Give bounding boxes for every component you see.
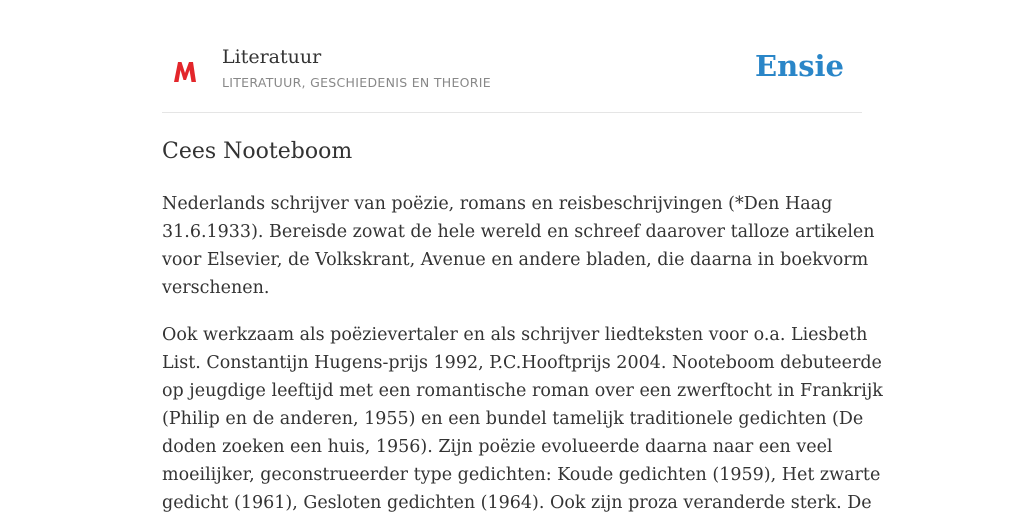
text-line: 31.6.1933). Bereisde zowat de hele wereld en schreef daarover talloze artikelen — [162, 222, 875, 242]
article — [162, 136, 883, 512]
text-line: Nederlands schrijver van poëzie, romans en reisbeschrijvingen (*Den Haag — [162, 194, 833, 214]
text-line: doden zoeken een huis, 1956). Zijn poëzie evolueerde daarna naar een veel — [162, 437, 833, 457]
text-line: verschenen. — [162, 278, 270, 298]
site-header — [162, 38, 862, 113]
text-line: gedicht (1961), Gesloten gedichten (1964). Ook zijn proza veranderde sterk. De — [162, 493, 872, 512]
brand-logo[interactable]: Ensie — [755, 49, 844, 83]
text-line: moeilijker, geconstrueerder type gedichten: Koude gedichten (1959), Het zwarte — [162, 465, 881, 485]
section-title[interactable]: Literatuur — [222, 46, 322, 68]
article-paragraph — [162, 190, 875, 302]
ensie-m-icon — [172, 58, 198, 84]
text-line: List. Constantijn Hugens-prijs 1992, P.C.Hooftprijs 2004. Nooteboom debuteerde — [162, 353, 882, 373]
article-title: Cees Nooteboom — [162, 139, 353, 164]
text-line: Ook werkzaam als poëzievertaler en als schrijver liedteksten voor o.a. Liesbeth — [162, 325, 868, 345]
text-line: (Philip en de anderen, 1955) en een bundel tamelijk traditionele gedichten (De — [162, 409, 864, 429]
ensie-logo-icon[interactable] — [172, 58, 198, 84]
section-subtitle: LITERATUUR, GESCHIEDENIS EN THEORIE — [222, 75, 491, 90]
text-line: op jeugdige leeftijd met een romantische roman over een zwerftocht in Frankrijk — [162, 381, 883, 401]
text-line: voor Elsevier, de Volkskrant, Avenue en andere bladen, die daarna in boekvorm — [162, 250, 869, 270]
article-paragraph — [162, 321, 883, 512]
